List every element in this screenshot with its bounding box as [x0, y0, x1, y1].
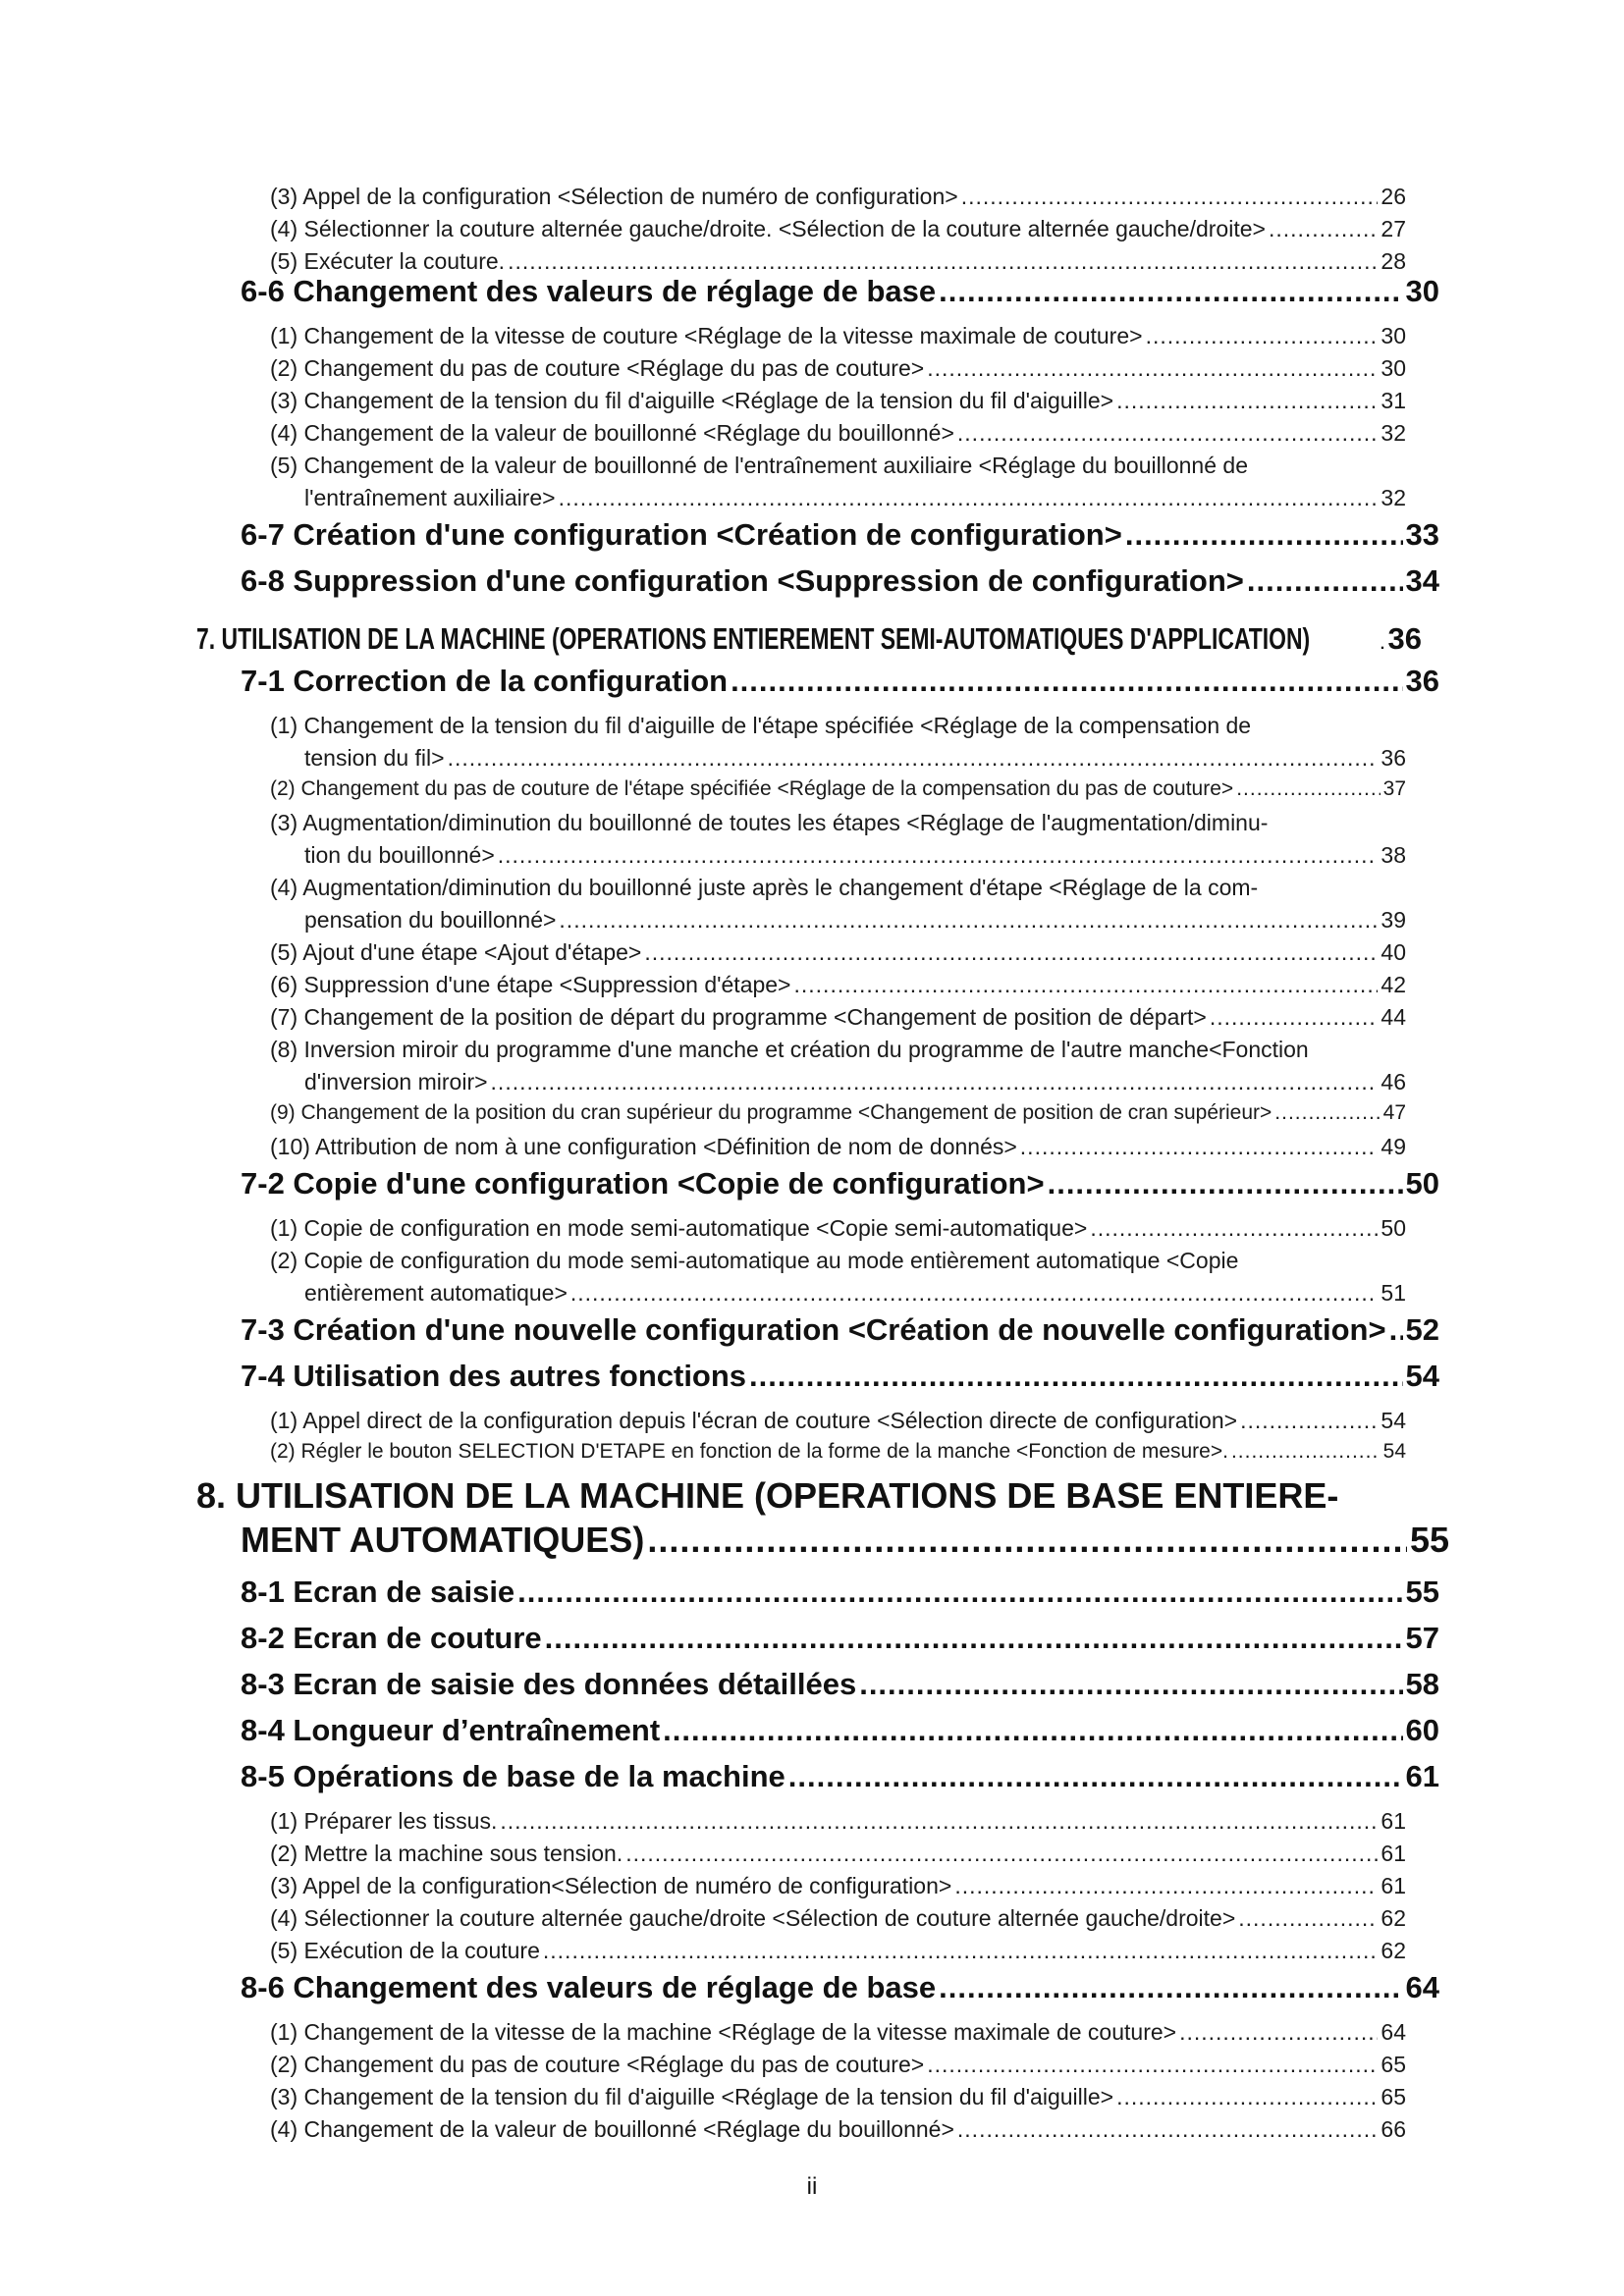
toc-entry: [270, 1101, 1406, 1125]
toc-entry: [270, 388, 1406, 414]
dot-leader: [927, 2052, 1378, 2078]
dot-leader: [545, 1621, 1403, 1656]
toc-entry: [241, 1713, 1439, 1748]
toc-entry-title: 7. UTILISATION DE LA MACHINE (OPERATIONS ENTIEREMENT SEMI-AUTOMATIQUES D'APPLICATION): [196, 621, 1311, 656]
toc-entry-title: (3) Appel de la configuration<Sélection de numéro de configuration>: [270, 1873, 952, 1898]
toc-entry: [270, 777, 1406, 801]
toc-page-number: 51: [1380, 1280, 1406, 1306]
dot-leader: [749, 1359, 1402, 1394]
dot-leader: [954, 1873, 1378, 1899]
dot-leader: [1116, 2084, 1378, 2110]
toc-page-number: 50: [1405, 1166, 1439, 1201]
toc-entry: [270, 1440, 1406, 1464]
toc-page-number: 65: [1380, 2084, 1406, 2109]
toc-page-number: 44: [1380, 1004, 1406, 1030]
toc-entry-title: (4) Changement de la valeur de bouillonné <Réglage du bouillonné>: [270, 2116, 954, 2142]
toc-entry: [270, 713, 1251, 739]
toc-entry: [241, 1312, 1439, 1348]
dot-leader: [570, 1280, 1379, 1307]
toc-entry: [304, 745, 1406, 772]
toc-entry-title: 6-8 Suppression d'une configuration <Suppression de configuration>: [241, 563, 1244, 598]
toc-entry-title: (2) Copie de configuration du mode semi-automatique au mode entièrement automatique <Copie: [270, 1248, 1239, 1273]
dot-leader: [788, 1759, 1403, 1794]
toc-entry: [241, 563, 1439, 599]
dot-leader: [448, 745, 1379, 772]
toc-entry-title: (2) Régler le bouton SELECTION D'ETAPE en fonction de la forme de la manche <Fonction de mesure>.: [270, 1440, 1228, 1463]
toc-entry: [270, 939, 1406, 966]
toc-entry: [270, 1248, 1238, 1274]
toc-page-number: 36: [1380, 745, 1406, 771]
dot-leader: [644, 939, 1378, 966]
dot-leader: [927, 355, 1378, 382]
toc-entry: [270, 2084, 1406, 2110]
dot-leader: [491, 1069, 1379, 1095]
toc-entry: [241, 1166, 1439, 1201]
toc-entry-title: (7) Changement de la position de départ du programme <Changement de position de départ>: [270, 1004, 1207, 1030]
toc-entry-title: (8) Inversion miroir du programme d'une manche et création du programme de l'autre manche<Fonction: [270, 1037, 1309, 1062]
toc-entry-title: (9) Changement de la position du cran supérieur du programme <Changement de position de cran supérieur>: [270, 1101, 1272, 1124]
toc-entry-title: (5) Changement de la valeur de bouillonné de l'entraînement auxiliaire <Réglage du bouillonné de: [270, 453, 1248, 478]
toc-page-number: 50: [1380, 1215, 1406, 1241]
toc-page-number: 32: [1380, 420, 1406, 446]
toc-page-number: 61: [1380, 1808, 1406, 1834]
toc-entry: [270, 1938, 1406, 1964]
toc-page-number: 38: [1380, 842, 1406, 868]
dot-leader: [1146, 323, 1379, 349]
toc-entry-title: (1) Changement de la tension du fil d'aiguille de l'étape spécifiée <Réglage de la compensation de: [270, 713, 1252, 738]
toc-page-number: 64: [1405, 1970, 1439, 2004]
toc-entry-title: 8-2 Ecran de couture: [241, 1621, 542, 1655]
toc-entry-title: MENT AUTOMATIQUES): [241, 1520, 645, 1560]
toc-page-number: 58: [1405, 1667, 1439, 1701]
toc-entry-title: tension du fil>: [304, 745, 445, 771]
toc-entry-title: 7-3 Création d'une nouvelle configuration <Création de nouvelle configuration>: [241, 1312, 1386, 1347]
toc-page-number: 66: [1380, 2116, 1406, 2142]
toc-entry: [304, 907, 1406, 934]
toc-entry-title: 8-1 Ecran de saisie: [241, 1575, 515, 1609]
toc-entry: [270, 453, 1248, 479]
toc-entry-title: (3) Appel de la configuration <Sélection de numéro de configuration>: [270, 184, 958, 209]
toc-entry-title: (1) Changement de la vitesse de la machine <Réglage de la vitesse maximale de couture>: [270, 2019, 1177, 2045]
toc-entry-title: pensation du bouillonné>: [304, 907, 557, 933]
toc-entry-title: (1) Copie de configuration en mode semi-automatique <Copie semi-automatique>: [270, 1215, 1088, 1241]
toc-entry-title: 8-6 Changement des valeurs de réglage de base: [241, 1970, 937, 2004]
toc-page-number: 30: [1380, 355, 1406, 381]
toc-page-number: 62: [1380, 1938, 1406, 1963]
toc-entry-title: (5) Exécuter la couture.: [270, 248, 506, 274]
dot-leader: [1125, 517, 1403, 553]
toc-entry-title: 8-3 Ecran de saisie des données détaillées: [241, 1667, 857, 1701]
toc-page-number: 30: [1380, 323, 1406, 348]
page-number-footer: ii: [806, 2173, 818, 2200]
toc-page-number: 61: [1380, 1841, 1406, 1866]
toc-page-number: 33: [1405, 517, 1439, 552]
toc-entry: [270, 1905, 1406, 1932]
toc-entry-title: 8-4 Longueur d’entraînement: [241, 1713, 661, 1747]
toc-entry: [241, 1621, 1439, 1656]
toc-entry: [304, 842, 1406, 869]
toc-entry: [196, 621, 1422, 657]
toc-entry: [241, 1667, 1439, 1702]
toc-page-number: 28: [1380, 248, 1406, 274]
dot-leader: [1247, 563, 1403, 599]
toc-page-number: 37: [1382, 777, 1406, 800]
toc-entry: [304, 1069, 1406, 1095]
dot-leader: [1116, 388, 1378, 414]
toc-entry: [196, 1475, 1338, 1517]
toc-entry: [270, 875, 1258, 901]
dot-leader: [1240, 1408, 1378, 1434]
toc-entry-title: (6) Suppression d'une étape <Suppression d'étape>: [270, 972, 791, 997]
toc-page-number: 55: [1405, 1575, 1439, 1609]
toc-entry-title: 8. UTILISATION DE LA MACHINE (OPERATIONS DE BASE ENTIERE-: [196, 1475, 1339, 1516]
toc-page-number: 32: [1380, 485, 1406, 510]
toc-page-number: 54: [1382, 1440, 1406, 1463]
toc-entry: [270, 972, 1406, 998]
toc-entry: [241, 1970, 1439, 2005]
toc-entry-title: tion du bouillonné>: [304, 842, 495, 868]
toc-entry: [270, 216, 1406, 242]
dot-leader: [1231, 1440, 1380, 1464]
toc-entry: [304, 485, 1406, 511]
toc-page-number: 54: [1380, 1408, 1406, 1433]
toc-entry-title: 6-7 Création d'une configuration <Création de configuration>: [241, 517, 1122, 552]
toc-entry: [270, 1037, 1309, 1063]
toc-entry: [270, 1215, 1406, 1242]
toc-entry: [270, 355, 1406, 382]
toc-entry: [241, 1520, 1449, 1561]
toc-page-number: 39: [1380, 907, 1406, 933]
toc-page-number: 40: [1380, 939, 1406, 965]
dot-leader: [1236, 777, 1380, 801]
toc-entry-title: 7-4 Utilisation des autres fonctions: [241, 1359, 747, 1393]
dot-leader: [1179, 2019, 1378, 2046]
toc-entry-title: 7-1 Correction de la configuration: [241, 664, 729, 698]
dot-leader: [957, 2116, 1379, 2143]
toc-entry-title: (5) Exécution de la couture: [270, 1938, 540, 1963]
toc-entry-title: (3) Augmentation/diminution du bouillonné de toutes les étapes <Réglage de l'augmentation/diminu-: [270, 810, 1269, 835]
toc-entry-title: (4) Sélectionner la couture alternée gauche/droite. <Sélection de la couture alternée gauche/droite>: [270, 216, 1266, 241]
toc-page-number: 31: [1380, 388, 1406, 413]
toc-page-number: 46: [1380, 1069, 1406, 1095]
toc-entry-title: (3) Changement de la tension du fil d'aiguille <Réglage de la tension du fil d'aiguille>: [270, 2084, 1114, 2109]
toc-entry-title: l'entraînement auxiliaire>: [304, 485, 556, 510]
toc-entry: [270, 1808, 1406, 1835]
toc-entry: [241, 1359, 1439, 1394]
toc-entry-title: (4) Changement de la valeur de bouillonné <Réglage du bouillonné>: [270, 420, 954, 446]
dot-leader: [508, 248, 1378, 275]
toc-entry-title: (2) Changement du pas de couture de l'étape spécifiée <Réglage de la compensation du pas de couture>: [270, 777, 1234, 800]
dot-leader: [957, 420, 1379, 447]
toc-entry: [270, 1841, 1406, 1867]
toc-page-number: 54: [1405, 1359, 1439, 1393]
dot-leader: [1048, 1166, 1403, 1201]
dot-leader: [1274, 1101, 1380, 1125]
toc-entry: [241, 1759, 1439, 1794]
dot-leader: [559, 907, 1378, 934]
dot-leader: [961, 184, 1379, 210]
toc-entry-title: (4) Sélectionner la couture alternée gauche/droite <Sélection de couture alternée gauche/droite>: [270, 1905, 1236, 1931]
dot-leader: [625, 1841, 1378, 1867]
dot-leader: [731, 664, 1402, 699]
dot-leader: [859, 1667, 1402, 1702]
toc-page-number: 57: [1405, 1621, 1439, 1655]
toc-page-number: 65: [1380, 2052, 1406, 2077]
toc-page-number: 30: [1405, 274, 1439, 308]
dot-leader: [647, 1520, 1407, 1561]
toc-page-number: 60: [1405, 1713, 1439, 1747]
dot-leader: [939, 274, 1402, 309]
toc-entry: [270, 2052, 1406, 2078]
toc-entry-title: d'inversion miroir>: [304, 1069, 488, 1095]
toc-page-number: 55: [1409, 1520, 1449, 1560]
toc-entry: [270, 184, 1406, 210]
toc-page-number: 26: [1380, 184, 1406, 209]
toc-entry-title: (2) Changement du pas de couture <Réglage du pas de couture>: [270, 355, 925, 381]
dot-leader: [517, 1575, 1402, 1610]
toc-entry: [241, 274, 1439, 309]
toc-entry-title: (10) Attribution de nom à une configuration <Définition de nom de donnés>: [270, 1134, 1017, 1159]
dot-leader: [794, 972, 1379, 998]
toc-page-number: 47: [1382, 1101, 1406, 1124]
toc-entry: [270, 420, 1406, 447]
dot-leader: [559, 485, 1379, 511]
toc-entry: [304, 1280, 1406, 1307]
toc-entry-title: (1) Changement de la vitesse de couture <Réglage de la vitesse maximale de couture>: [270, 323, 1143, 348]
dot-leader: [500, 1808, 1378, 1835]
toc-page-number: 42: [1380, 972, 1406, 997]
toc-entry: [270, 323, 1406, 349]
toc-entry-title: (2) Changement du pas de couture <Réglage du pas de couture>: [270, 2052, 925, 2077]
toc-page-number: 62: [1380, 1905, 1406, 1931]
toc-entry-title: (5) Ajout d'une étape <Ajout d'étape>: [270, 939, 642, 965]
toc-entry-title: 6-6 Changement des valeurs de réglage de base: [241, 274, 937, 308]
dot-leader: [1210, 1004, 1379, 1031]
toc-entry: [270, 1873, 1406, 1899]
dot-leader: [543, 1938, 1379, 1964]
toc-page-number: 52: [1405, 1312, 1439, 1347]
toc-entry-title: 8-5 Opérations de base de la machine: [241, 1759, 785, 1793]
dot-leader: [1090, 1215, 1378, 1242]
dot-leader: [663, 1713, 1402, 1748]
dot-leader: [1020, 1134, 1379, 1160]
dot-leader: [498, 842, 1379, 869]
toc-entry-title: 7-2 Copie d'une configuration <Copie de configuration>: [241, 1166, 1045, 1201]
toc-entry: [270, 1134, 1406, 1160]
toc-entry-title: (3) Changement de la tension du fil d'aiguille <Réglage de la tension du fil d'aiguille>: [270, 388, 1114, 413]
toc-entry: [270, 1408, 1406, 1434]
toc-entry-title: (2) Mettre la machine sous tension.: [270, 1841, 623, 1866]
toc-page-number: 61: [1380, 1873, 1406, 1898]
dot-leader: [1238, 1905, 1378, 1932]
toc-entry: [241, 664, 1439, 699]
toc-entry: [270, 1004, 1406, 1031]
toc-entry: [241, 517, 1439, 553]
toc-page-number: 61: [1405, 1759, 1439, 1793]
toc-entry-title: (1) Appel direct de la configuration depuis l'écran de couture <Sélection directe de configuration>: [270, 1408, 1238, 1433]
toc-page-number: 36: [1405, 664, 1439, 698]
toc-entry: [270, 2019, 1406, 2046]
toc-page-number: 49: [1380, 1134, 1406, 1159]
toc-page-number: 27: [1380, 216, 1406, 241]
toc-entry-title: entièrement automatique>: [304, 1280, 568, 1306]
toc-page-number: 36: [1387, 621, 1422, 656]
toc-entry: [270, 248, 1406, 275]
dot-leader: [1380, 636, 1385, 654]
dot-leader: [939, 1970, 1402, 2005]
toc-page-number: 64: [1380, 2019, 1406, 2045]
toc-entry-title: (1) Préparer les tissus.: [270, 1808, 498, 1834]
toc-entry: [241, 1575, 1439, 1610]
dot-leader: [1269, 216, 1378, 242]
toc-page-number: 34: [1405, 563, 1439, 598]
dot-leader: [1389, 1312, 1403, 1348]
toc-entry: [270, 810, 1268, 836]
toc-entry: [270, 2116, 1406, 2143]
toc-entry-title: (4) Augmentation/diminution du bouillonné juste après le changement d'étape <Réglage de la com-: [270, 875, 1259, 900]
